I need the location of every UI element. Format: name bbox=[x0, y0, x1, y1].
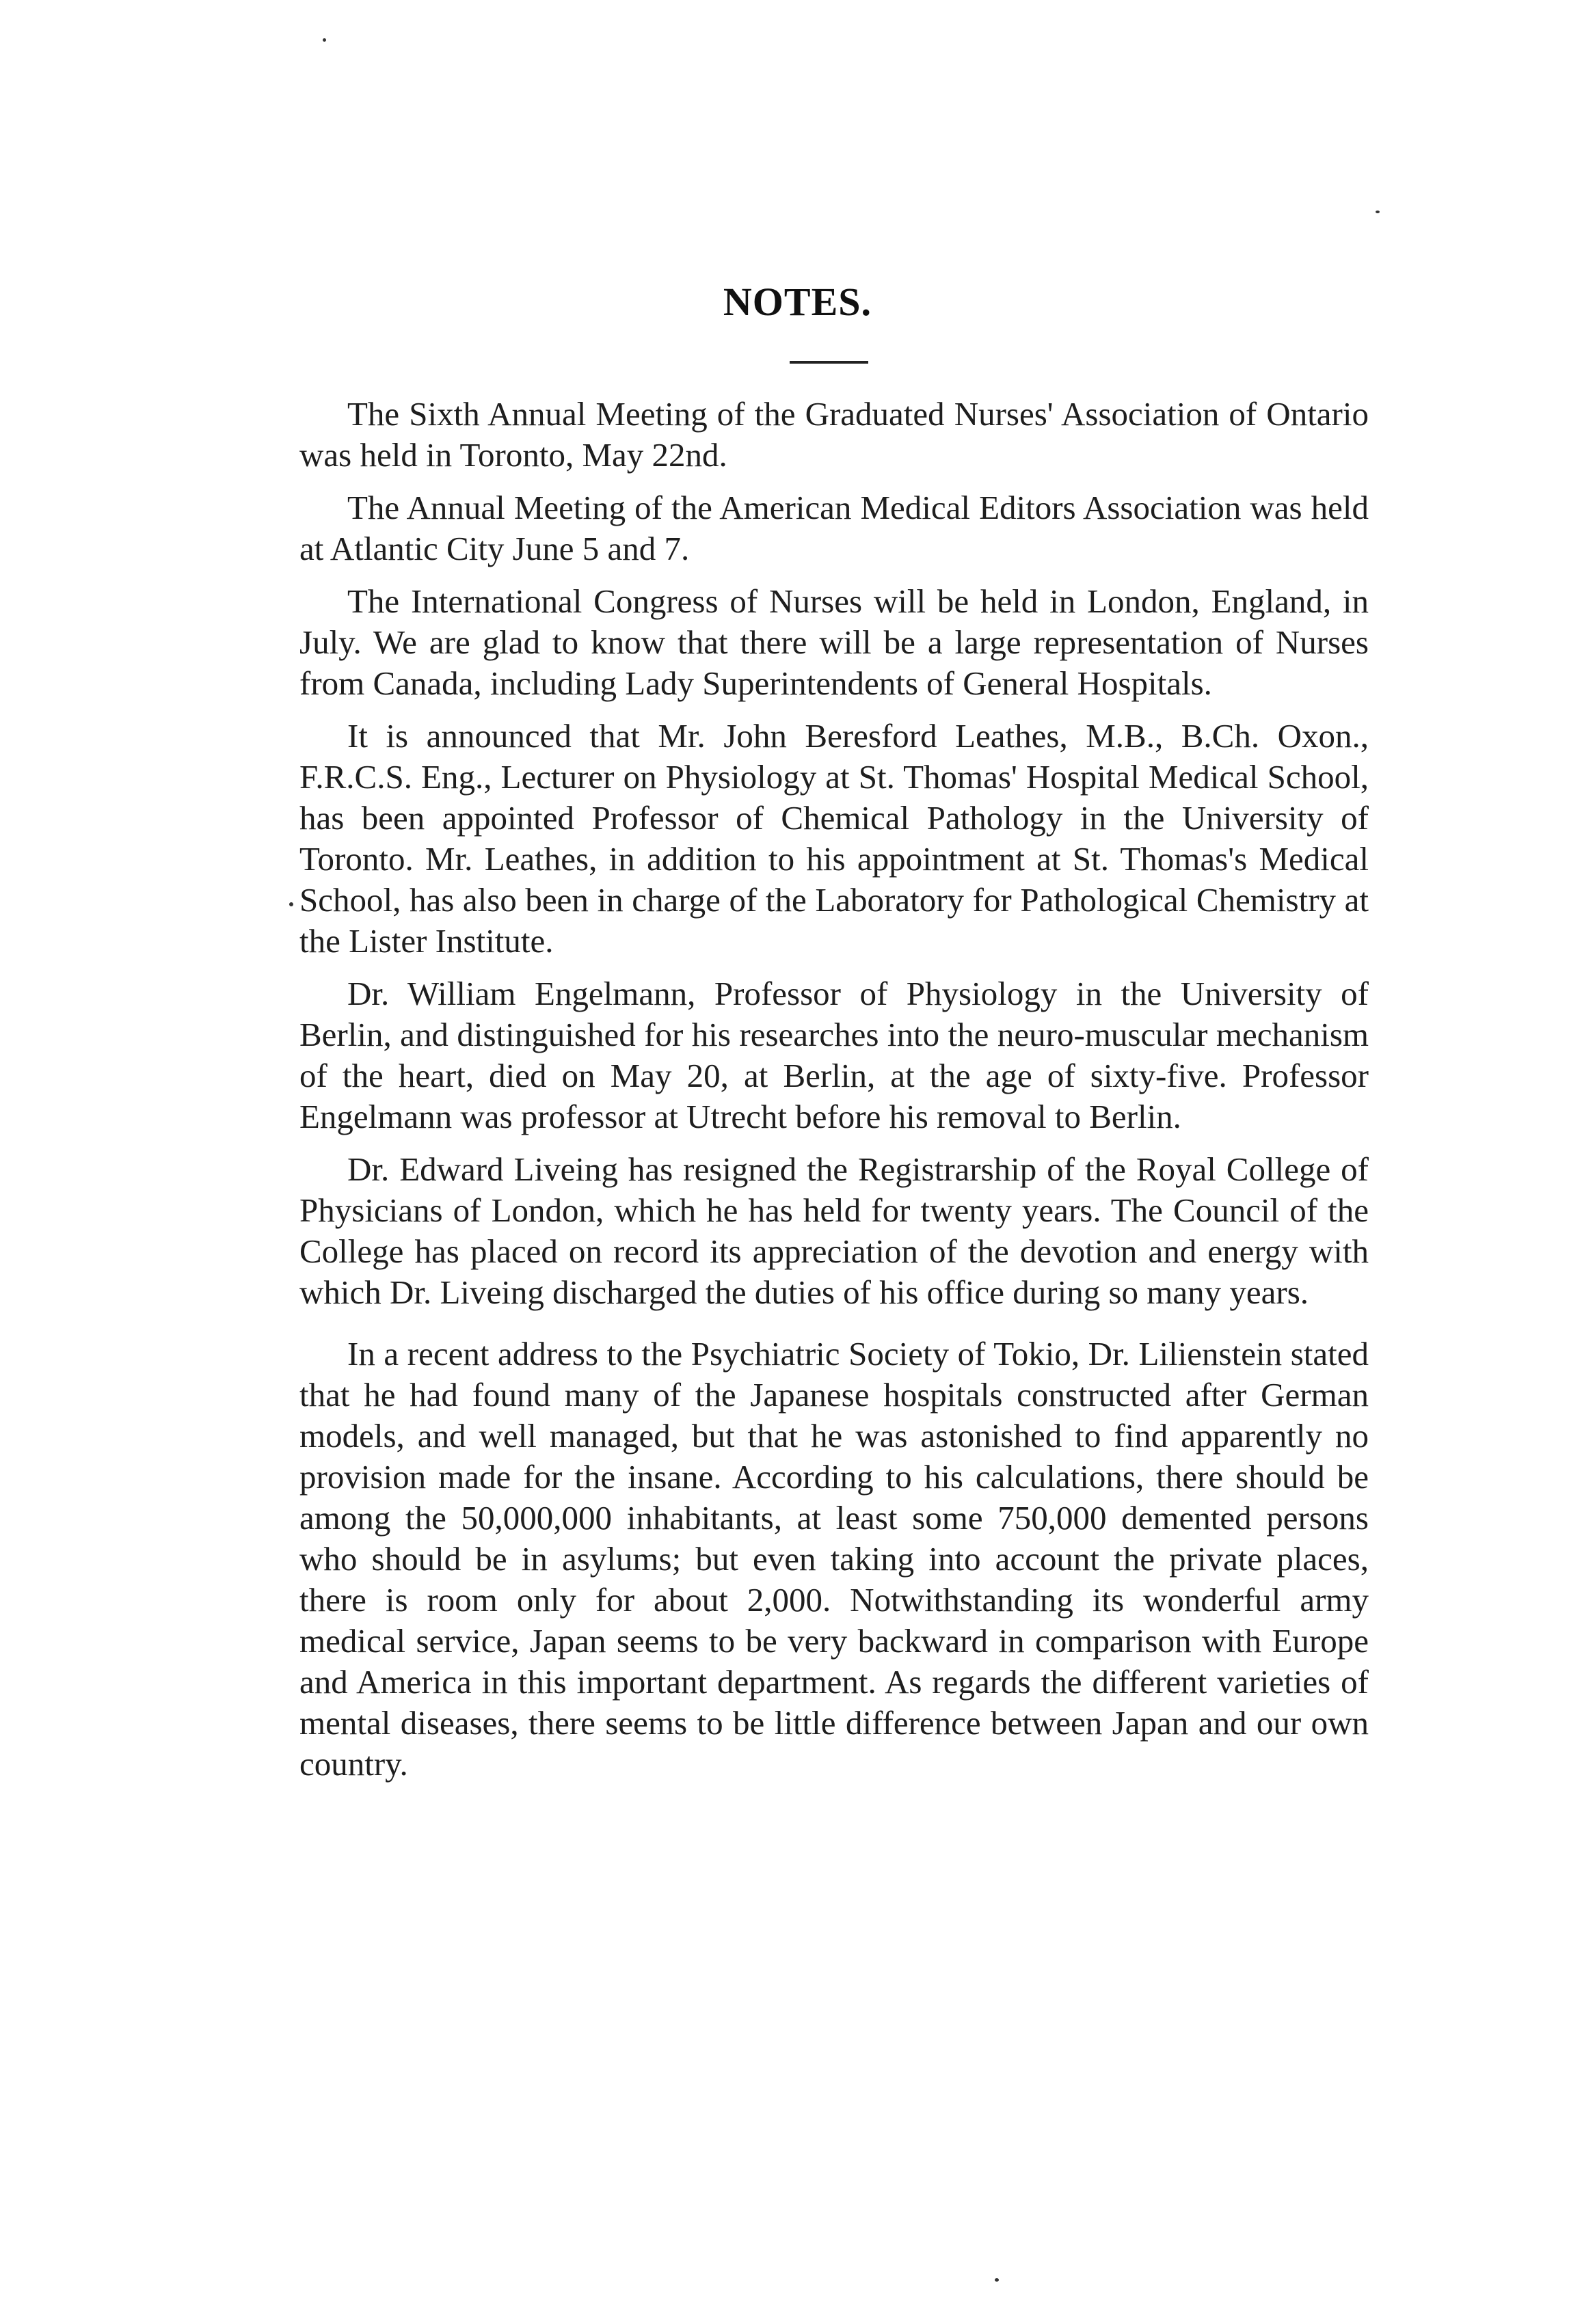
note-paragraph-leathes-appointment: It is announced that Mr. John Beresford Leathes, M.B., B.Ch. Oxon., F.R.C.S. Eng., Lecturer on Physiology at St. Thomas' Hospital Medical School, has been appointed Professor of Chemical Pathology in the University of Toronto. Mr. Leathes, in addition to his appointment at St. Thomas's Medical School, has also been in charge of the Laboratory for Pathological Chemistry at the Lister Institute. bbox=[299, 717, 1369, 960]
note-paragraph-congress-of-nurses: The International Congress of Nurses will be held in London, England, in July. We are glad to know that there will be a large representation of Nurses from Canada, including Lady Superintendents of General Hospitals. bbox=[299, 582, 1369, 702]
scan-speck-margin-left bbox=[289, 902, 293, 906]
note-paragraph-medical-editors: The Annual Meeting of the American Medical Editors Association was held at Atlantic City June 5 and 7. bbox=[299, 489, 1369, 567]
scan-speck-top-right bbox=[1376, 211, 1380, 213]
scan-speck-top-left bbox=[323, 38, 326, 42]
scan-speck-bottom bbox=[995, 2278, 999, 2282]
title-rule bbox=[790, 361, 868, 364]
page-title: NOTES. bbox=[723, 280, 872, 324]
note-paragraph-nurses-association: The Sixth Annual Meeting of the Graduated Nurses' Association of Ontario was held in Toronto, May 22nd. bbox=[299, 395, 1369, 474]
note-paragraph-japan-psychiatry: In a recent address to the Psychiatric Society of Tokio, Dr. Lilienstein stated that he had found many of the Japanese hospitals constructed after German models, and well managed, but that he was astonished to find apparently no provision made for the insane. According to his calculations, there should be among the 50,000,000 inhabitants, at least some 750,000 demented persons who should be in asylums; but even taking into account the private places, there is room only for about 2,000. Notwithstanding its wonderful army medical service, Japan seems to be very backward in comparison with Europe and America in this important department. As regards the different varieties of mental diseases, there seems to be little difference between Japan and our own country. bbox=[299, 1335, 1369, 1783]
note-paragraph-engelmann-obituary: Dr. William Engelmann, Professor of Physiology in the University of Berlin, and distinguished for his researches into the neuro-muscular mechanism of the heart, died on May 20, at Berlin, at the age of sixty-five. Professor Engelmann was professor at Utrecht before his removal to Berlin. bbox=[299, 975, 1369, 1135]
notes-body bbox=[299, 394, 1369, 1796]
note-paragraph-liveing-resignation: Dr. Edward Liveing has resigned the Registrarship of the Royal College of Physicians of London, which he has held for twenty years. The Council of the College has placed on record its appreciation of the devotion and energy with which Dr. Liveing discharged the duties of his office during so many years. bbox=[299, 1150, 1369, 1311]
